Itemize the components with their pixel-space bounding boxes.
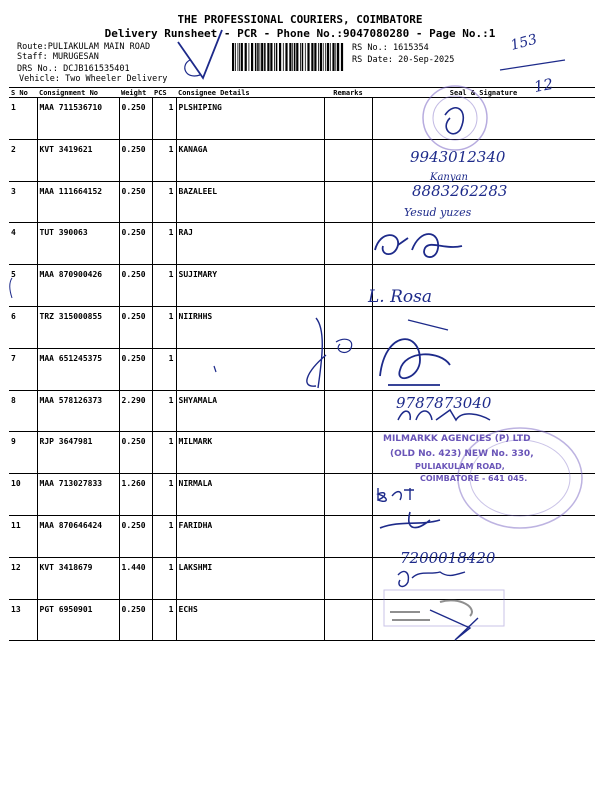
cell-consignee: SHYAMALA: [176, 390, 324, 432]
barcode-bar: [289, 43, 291, 71]
staff-value: MURUGESAN: [52, 52, 99, 62]
cell-remarks: [324, 139, 372, 181]
cell-seal-signature: [372, 390, 595, 432]
col-consignment: Consignment No: [37, 88, 119, 98]
table-row: [9, 432, 595, 474]
cell-consignment-no: MAA 111664152: [37, 181, 119, 223]
barcode-bar: [311, 43, 313, 71]
cell-weight: 1.440: [119, 557, 152, 599]
barcode-bar: [238, 43, 239, 71]
route-value: PULIAKULAM MAIN ROAD: [47, 42, 151, 52]
cell-pcs: 1: [152, 265, 176, 307]
cell-remarks: [324, 557, 372, 599]
cell-sno: 1: [9, 98, 37, 140]
cell-consignment-no: MAA 578126373: [37, 390, 119, 432]
cell-consignment-no: MAA 713027833: [37, 474, 119, 516]
barcode-bar: [232, 43, 234, 71]
drs-value: DCJB161535401: [63, 64, 130, 74]
barcode-bar: [320, 43, 322, 71]
cell-sno: 7: [9, 348, 37, 390]
cell-weight: 0.250: [119, 181, 152, 223]
barcode-bar: [294, 43, 296, 71]
cell-consignee: ECHS: [176, 599, 324, 641]
staff-line: [17, 52, 99, 62]
cell-consignee: NIIRHHS: [176, 306, 324, 348]
table-row: [9, 390, 595, 432]
cell-weight: 0.250: [119, 348, 152, 390]
barcode-bar: [337, 43, 339, 71]
cell-sno: 8: [9, 390, 37, 432]
cell-pcs: 1: [152, 432, 176, 474]
barcode-bar: [307, 43, 309, 71]
barcode-bar: [302, 43, 304, 71]
stamp-line1: MILMARKK AGENCIES (P) LTD: [383, 434, 531, 444]
cell-pcs: 1: [152, 557, 176, 599]
phone-row8: 9787873040: [396, 394, 492, 412]
cell-weight: 0.250: [119, 432, 152, 474]
rs-no-label: RS No.:: [352, 43, 388, 53]
barcode-bar: [257, 43, 259, 71]
barcode-bar: [341, 43, 343, 71]
barcode-bar: [305, 43, 306, 71]
cell-pcs: 1: [152, 515, 176, 557]
cell-remarks: [324, 390, 372, 432]
cell-remarks: [324, 98, 372, 140]
col-seal-signature: Seal & Signature: [372, 88, 595, 98]
company-title: THE PROFESSIONAL COURIERS, COIMBATORE: [177, 13, 423, 26]
rs-no-line: [352, 43, 429, 53]
cell-seal-signature: [372, 181, 595, 223]
cell-pcs: 1: [152, 223, 176, 265]
cell-consignee: MILMARK: [176, 432, 324, 474]
name-row5: L. Rosa: [368, 287, 432, 307]
stamp-line3: PULIAKULAM ROAD,: [415, 462, 505, 471]
vehicle-label: Vehicle:: [19, 74, 60, 84]
cell-sno: 6: [9, 306, 37, 348]
barcode-bar: [314, 43, 316, 71]
table-row: [9, 515, 595, 557]
table-row: [9, 474, 595, 516]
table-row: [9, 599, 595, 641]
cell-consignment-no: MAA 651245375: [37, 348, 119, 390]
stamp-line4: COIMBATORE - 641 045.: [420, 474, 528, 483]
vehicle-line: [19, 74, 167, 84]
barcode-bar: [292, 43, 293, 71]
cell-consignee: FARIDHA: [176, 515, 324, 557]
cell-pcs: 1: [152, 306, 176, 348]
staff-label: Staff:: [17, 52, 48, 62]
cell-sno: 11: [9, 515, 37, 557]
cell-consignee: PLSHIPING: [176, 98, 324, 140]
cell-consignment-no: MAA 870646424: [37, 515, 119, 557]
table-row: [9, 181, 595, 223]
cell-remarks: [324, 474, 372, 516]
cell-weight: 0.250: [119, 223, 152, 265]
cell-sno: 4: [9, 223, 37, 265]
table-row: [9, 348, 595, 390]
cell-seal-signature: [372, 599, 595, 641]
phone-row2: 9943012340: [410, 148, 506, 166]
table-row: [9, 265, 595, 307]
cell-consignment-no: TUT 390063: [37, 223, 119, 265]
table-row: [9, 306, 595, 348]
cell-sno: 2: [9, 139, 37, 181]
rs-no-value: 1615354: [392, 43, 429, 53]
stamp-line2: (OLD No. 423) NEW No. 330,: [390, 449, 534, 459]
barcode-bar: [270, 43, 272, 71]
corner-count-divider: [500, 60, 565, 70]
barcode-bar: [255, 43, 257, 71]
barcode-bar: [335, 43, 336, 71]
cell-seal-signature: [372, 474, 595, 516]
cell-consignment-no: KVT 3419621: [37, 139, 119, 181]
cell-weight: 0.250: [119, 515, 152, 557]
cell-consignee: SUJIMARY: [176, 265, 324, 307]
barcode-bar: [300, 43, 301, 71]
barcode-bar: [245, 43, 247, 71]
cell-consignee: NIRMALA: [176, 474, 324, 516]
cell-pcs: 1: [152, 181, 176, 223]
cell-remarks: [324, 265, 372, 307]
cell-sno: 9: [9, 432, 37, 474]
barcode-bar: [251, 43, 253, 71]
cell-sno: 13: [9, 599, 37, 641]
runsheet-table: [9, 87, 595, 641]
cell-weight: 0.250: [119, 265, 152, 307]
cell-remarks: [324, 432, 372, 474]
rs-date-line: [352, 55, 454, 65]
barcode: [232, 43, 344, 71]
cell-consignee: LAKSHMI: [176, 557, 324, 599]
cell-consignee: BAZALEEL: [176, 181, 324, 223]
barcode-bar: [325, 43, 326, 71]
drs-line: [17, 64, 130, 74]
barcode-bar: [267, 43, 269, 71]
table-row: [9, 223, 595, 265]
cell-seal-signature: [372, 348, 595, 390]
cell-seal-signature: [372, 432, 595, 474]
barcode-bar: [283, 43, 284, 71]
cell-remarks: [324, 515, 372, 557]
barcode-bar: [318, 43, 319, 71]
table-row: [9, 139, 595, 181]
runsheet-subtitle: Delivery Runsheet - PCR - Phone No.:9047080280 - Page No.:1: [104, 27, 496, 40]
tick-loop: [185, 60, 200, 76]
barcode-bar: [241, 43, 243, 71]
cell-seal-signature: [372, 557, 595, 599]
cell-consignment-no: TRZ 315000855: [37, 306, 119, 348]
cell-weight: 0.250: [119, 139, 152, 181]
barcode-bar: [285, 43, 287, 71]
col-consignee: Consignee Details: [176, 88, 324, 98]
col-weight: Weight: [119, 88, 152, 98]
col-pcs: PCS: [152, 88, 176, 98]
phone-row3: 8883262283: [412, 182, 508, 200]
drs-label: DRS No.:: [17, 64, 58, 74]
cell-weight: 0.250: [119, 98, 152, 140]
barcode-bar: [249, 43, 250, 71]
cell-pcs: 1: [152, 348, 176, 390]
barcode-bar: [332, 43, 334, 71]
cell-weight: 0.250: [119, 599, 152, 641]
barcode-bar: [235, 43, 236, 71]
cell-consignee: [176, 348, 324, 390]
col-sno: S No: [9, 88, 37, 98]
cell-pcs: 1: [152, 139, 176, 181]
cell-seal-signature: [372, 98, 595, 140]
cell-consignment-no: PGT 6950901: [37, 599, 119, 641]
cell-weight: 2.290: [119, 390, 152, 432]
phone-row12: 7200018420: [400, 549, 496, 567]
cell-consignment-no: KVT 3418679: [37, 557, 119, 599]
barcode-bar: [260, 43, 261, 71]
cell-pcs: 1: [152, 474, 176, 516]
cell-remarks: [324, 306, 372, 348]
barcode-bar: [239, 43, 240, 71]
barcode-bar: [276, 43, 278, 71]
cell-seal-signature: [372, 306, 595, 348]
cell-sno: 3: [9, 181, 37, 223]
cell-remarks: [324, 348, 372, 390]
barcode-bar: [327, 43, 329, 71]
table-row: [9, 557, 595, 599]
barcode-bar: [279, 43, 281, 71]
cell-consignment-no: MAA 870900426: [37, 265, 119, 307]
cell-sno: 12: [9, 557, 37, 599]
cell-consignment-no: RJP 3647981: [37, 432, 119, 474]
barcode-bar: [264, 43, 266, 71]
cell-weight: 0.250: [119, 306, 152, 348]
cell-consignment-no: MAA 711536710: [37, 98, 119, 140]
cell-weight: 1.260: [119, 474, 152, 516]
barcode-bar: [296, 43, 298, 71]
cell-remarks: [324, 223, 372, 265]
barcode-bar: [274, 43, 275, 71]
cell-pcs: 1: [152, 390, 176, 432]
corner-count-bottom: 12: [532, 74, 555, 96]
table-header-row: [9, 88, 595, 98]
corner-count-top: 153: [508, 31, 539, 54]
cell-remarks: [324, 181, 372, 223]
barcode-bar: [330, 43, 331, 71]
route-line: [17, 42, 150, 52]
cell-seal-signature: [372, 223, 595, 265]
cell-sno: 10: [9, 474, 37, 516]
table-row: [9, 98, 595, 140]
rs-date-label: RS Date:: [352, 55, 393, 65]
cell-pcs: 1: [152, 98, 176, 140]
cell-consignee: RAJ: [176, 223, 324, 265]
barcode-bar: [323, 43, 324, 71]
cell-seal-signature: [372, 515, 595, 557]
route-label: Route:: [17, 42, 48, 52]
cell-pcs: 1: [152, 599, 176, 641]
name-row3: Yesud yuzes: [404, 206, 472, 219]
cell-remarks: [324, 599, 372, 641]
cell-seal-signature: [372, 265, 595, 307]
col-remarks: Remarks: [324, 88, 372, 98]
cell-seal-signature: [372, 139, 595, 181]
name-row2: Kanyan: [430, 172, 468, 183]
cell-sno: 5: [9, 265, 37, 307]
barcode-bar: [261, 43, 263, 71]
rs-date-value: 20-Sep-2025: [398, 55, 455, 65]
vehicle-value: Two Wheeler Delivery: [65, 74, 168, 84]
cell-consignee: KANAGA: [176, 139, 324, 181]
